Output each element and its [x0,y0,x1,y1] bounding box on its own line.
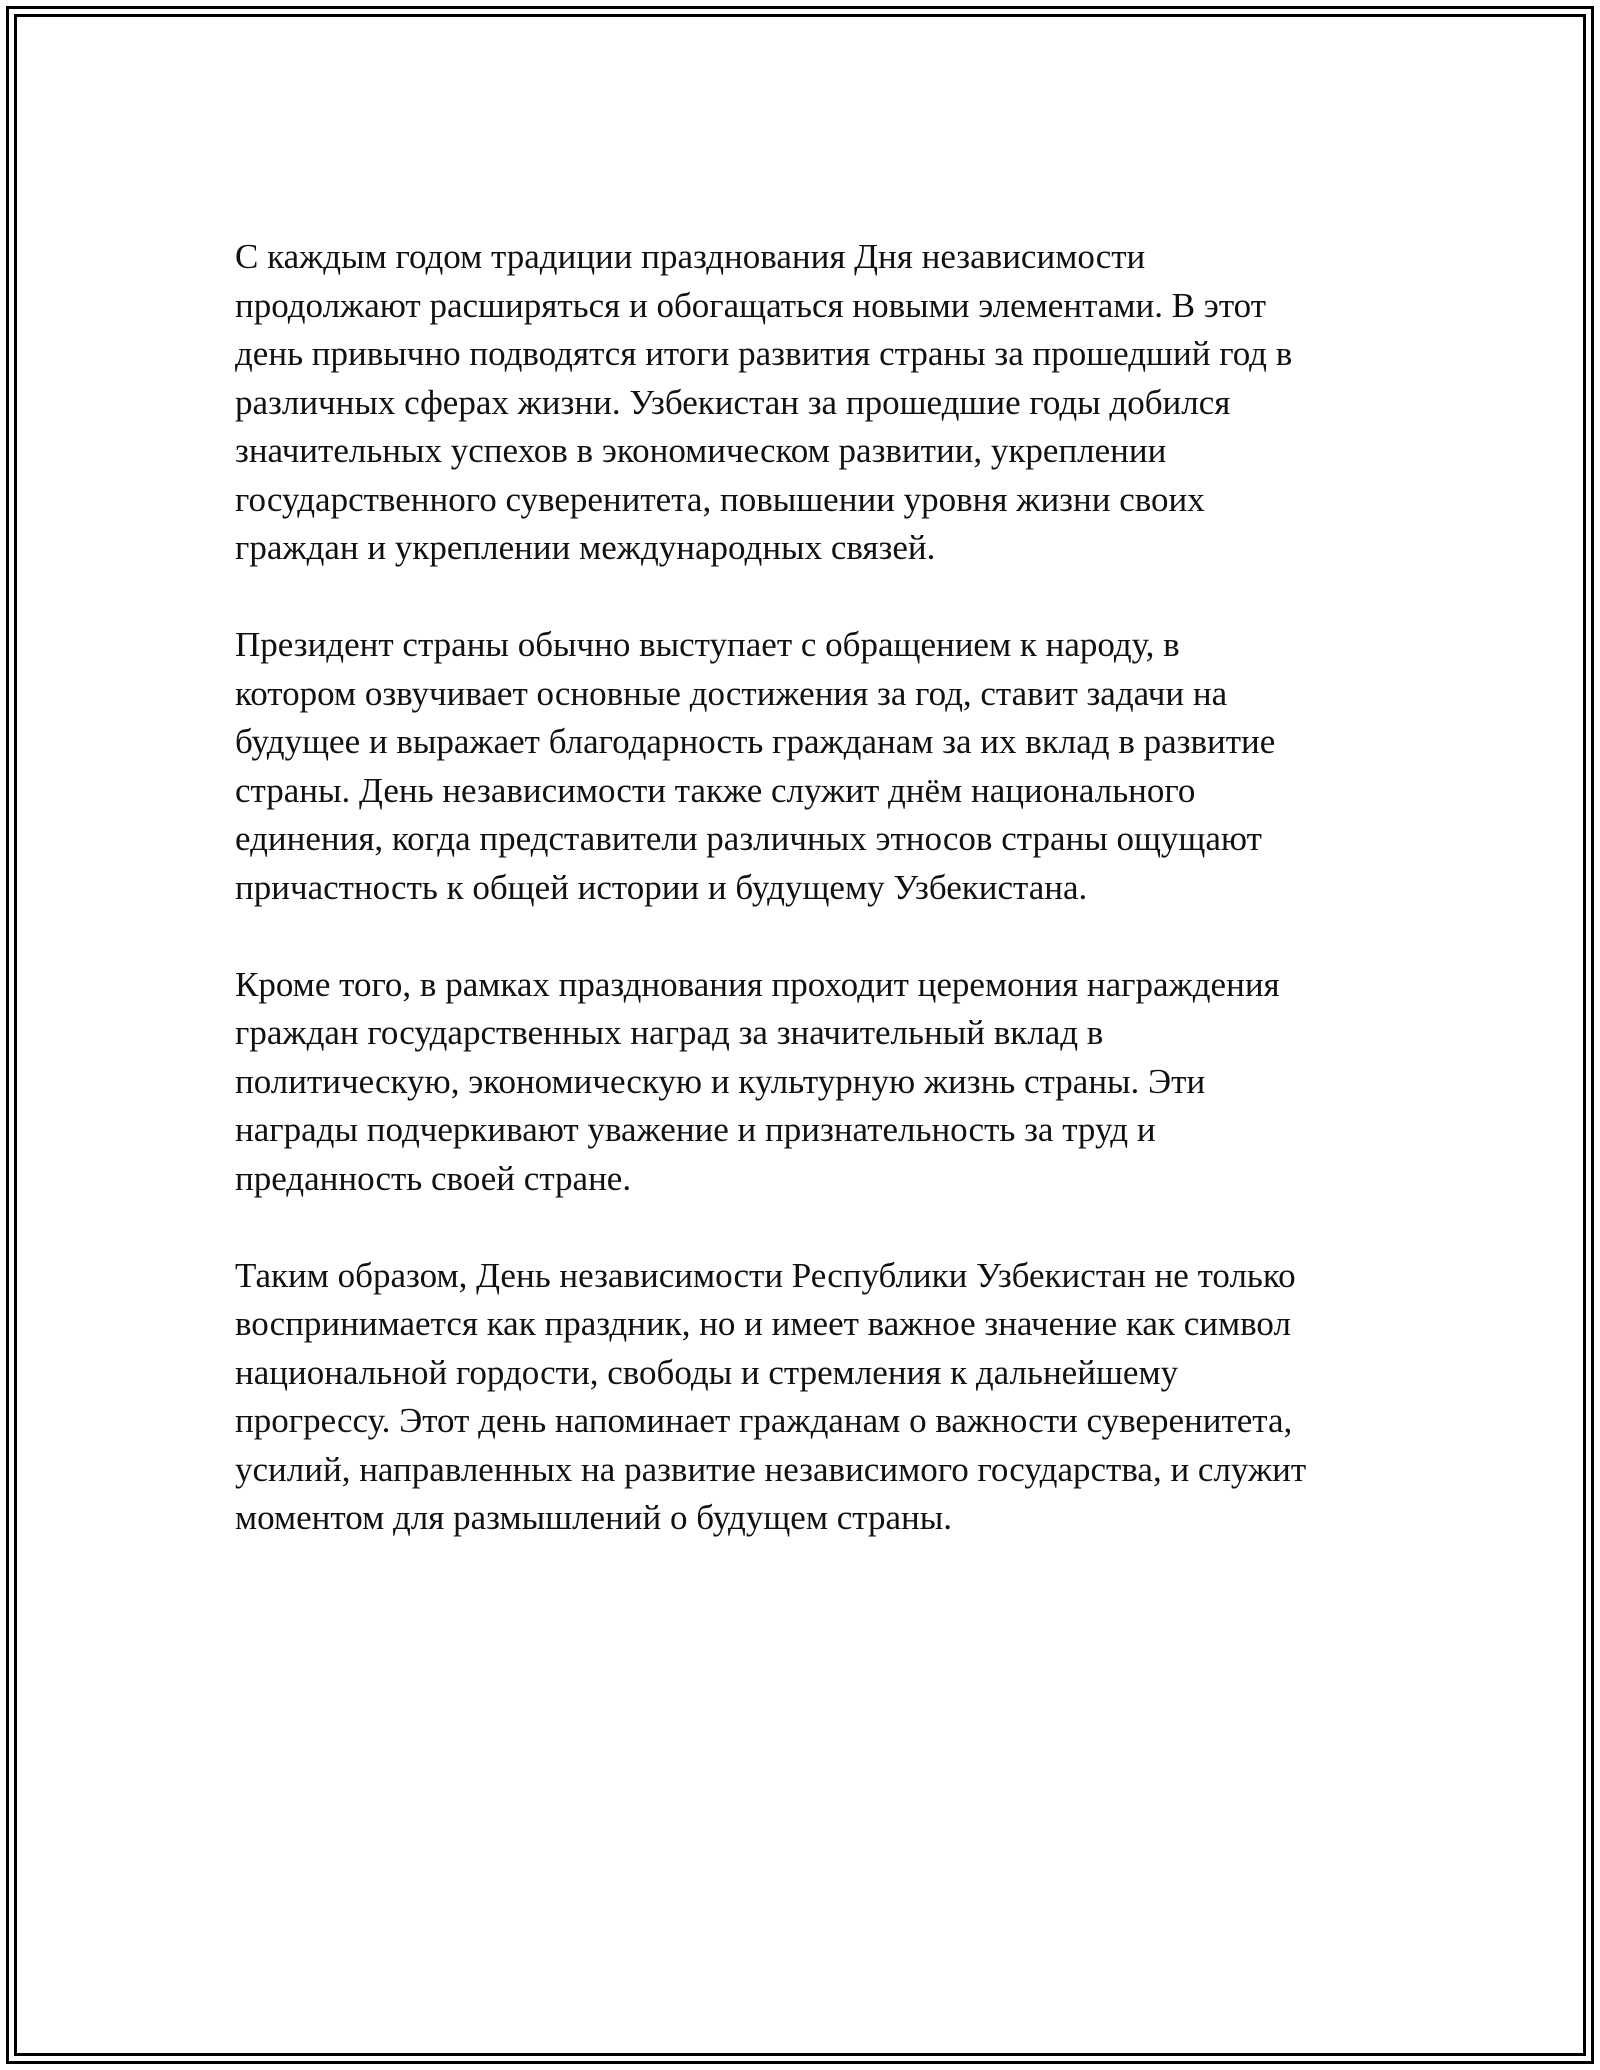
paragraph-line: страны. День независимости также служит днём национального [235,770,1196,810]
paragraph-1 [235,233,1385,573]
paragraph-line: моментом для размышлений о будущем страны. [235,1498,953,1537]
paragraph-line: воспринимается как праздник, но и имеет важное значение как символ [235,1304,1291,1343]
document-body [235,233,1385,1591]
paragraph-line: день привычно подводятся итоги развития страны за прошедший год в [235,334,1293,373]
paragraph-line: продолжают расширяться и обогащаться новыми элементами. В этот [235,285,1266,325]
paragraph-line: значительных успехов в экономическом развитии, укреплении [235,431,1167,470]
paragraph-line: преданность своей стране. [235,1158,632,1198]
paragraph-line: будущее и выражает благодарность гражданам за их вклад в развитие [235,722,1276,761]
paragraph-line: котором озвучивает основные достижения за год, ставит задачи на [235,673,1228,713]
paragraph-3 [235,961,1385,1204]
paragraph-line: единения, когда представители различных этносов страны ощущают [235,819,1262,858]
paragraph-line: политическую, экономическую и культурную жизнь страны. Эти [235,1061,1206,1101]
paragraph-line: различных сферах жизни. Узбекистан за прошедшие годы добился [235,382,1231,422]
paragraph-line: прогрессу. Этот день напоминает гражданам о важности суверенитета, [235,1401,1293,1440]
paragraph-line: усилий, направленных на развитие независимого государства, и служит [235,1449,1307,1489]
paragraph-line: награды подчеркивают уважение и признательность за труд и [235,1110,1156,1149]
paragraph-line: Таким образом, День независимости Республики Узбекистан не только [235,1255,1296,1295]
paragraph-line: граждан и укреплении международных связей. [235,528,936,567]
paragraph-line: государственного суверенитета, повышении уровня жизни своих [235,479,1205,519]
paragraph-line: Кроме того, в рамках празднования проходит церемония награждения [235,964,1280,1004]
paragraph-line: Президент страны обычно выступает с обращением к народу, в [235,625,1180,664]
paragraph-line: граждан государственных наград за значительный вклад в [235,1013,1104,1052]
paragraph-line: причастность к общей истории и будущему Узбекистана. [235,867,1088,907]
paragraph-2 [235,621,1385,912]
paragraph-line: национальной гордости, свободы и стремления к дальнейшему [235,1352,1179,1392]
paragraph-4 [235,1252,1385,1543]
paragraph-line: С каждым годом традиции празднования Дня независимости [235,237,1146,276]
